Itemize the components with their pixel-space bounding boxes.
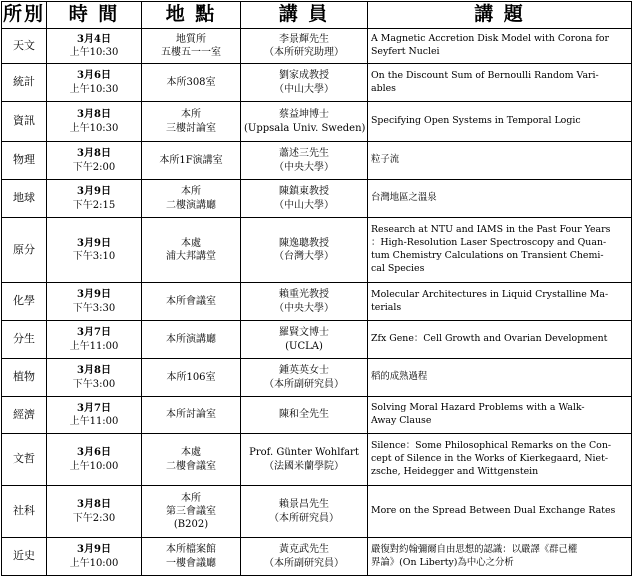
department-cell: 地球 [2, 180, 47, 218]
place-line: 本所 [181, 186, 201, 198]
talk-title-line: cal Species [371, 262, 425, 274]
speaker-line: 鍾英英女士 [279, 365, 329, 377]
datetime-cell [47, 64, 142, 102]
time-text: 上午11:00 [69, 340, 119, 352]
schedule-rows [2, 29, 632, 576]
place-cell [142, 538, 241, 576]
talk-title-cell [368, 180, 632, 218]
header-place: 地 點 [142, 2, 241, 29]
time-text: 下午2:00 [72, 161, 116, 173]
speaker-cell [241, 180, 368, 218]
speaker-cell [241, 142, 368, 180]
speaker-cell [241, 283, 368, 321]
place-line: 第三會議室 [166, 505, 216, 517]
schedule-row [2, 359, 632, 397]
place-cell [142, 180, 241, 218]
place-cell [142, 486, 241, 538]
talk-title-line: zsche, Heidegger and Wittgenstein [371, 465, 539, 477]
datetime-cell [47, 321, 142, 359]
time-text: 下午3:00 [72, 378, 116, 390]
schedule-row [2, 218, 632, 283]
speaker-cell [241, 218, 368, 283]
date-text: 3月9日 [77, 186, 111, 198]
date-text: 3月9日 [77, 289, 111, 301]
schedule-row [2, 64, 632, 102]
talk-title-cell [368, 321, 632, 359]
date-text: 3月8日 [77, 365, 111, 377]
place-line: 本所 [181, 109, 201, 121]
time-text: 下午2:15 [72, 199, 116, 211]
speaker-cell [241, 29, 368, 64]
talk-title-cell [368, 218, 632, 283]
time-text: 下午3:30 [72, 302, 116, 314]
schedule-row [2, 180, 632, 218]
talk-title-cell [368, 64, 632, 102]
speaker-line: (Uppsala Univ. Sweden) [244, 122, 366, 134]
header-row [2, 2, 632, 29]
speaker-cell [241, 397, 368, 434]
talk-title-line: Zfx Gene：Cell Growth and Ovarian Development [371, 333, 608, 345]
speaker-line: 陳逸聰教授 [279, 237, 329, 249]
talk-title-line: cept of Silence in the Works of Kierkegaard, Niet- [371, 453, 609, 465]
talk-title-line: tum Chemistry Calculations on Transient Chemi- [371, 250, 604, 261]
place-cell [142, 29, 241, 64]
date-text: 3月8日 [77, 109, 111, 121]
time-text: 下午3:10 [72, 251, 116, 262]
place-line: 本處 [181, 237, 201, 249]
department-cell: 分生 [2, 321, 47, 359]
talk-title-cell [368, 397, 632, 434]
talk-title-line: ables [371, 82, 396, 94]
datetime-cell [47, 180, 142, 218]
datetime-cell [47, 102, 142, 142]
speaker-line: 蔡益坤博士 [279, 109, 329, 121]
header-time: 時 間 [47, 2, 142, 29]
talk-title-line: Seyfert Nuclei [371, 46, 440, 57]
schedule-row [2, 397, 632, 434]
speaker-line: 羅賢文博士 [279, 327, 329, 339]
schedule-row [2, 486, 632, 538]
talk-title-cell [368, 283, 632, 321]
time-text: 上午10:00 [69, 460, 119, 472]
place-line: 地質所 [176, 33, 206, 45]
place-cell [142, 218, 241, 283]
department-cell: 經濟 [2, 397, 47, 434]
place-line: 本所演講廳 [166, 333, 216, 345]
datetime-cell [47, 218, 142, 283]
seminar-schedule-table [1, 1, 632, 576]
place-line: 本所檔案館 [166, 544, 216, 556]
place-cell [142, 102, 241, 142]
place-line: 本所106室 [166, 371, 216, 383]
place-cell [142, 397, 241, 434]
place-cell [142, 434, 241, 486]
datetime-cell [47, 486, 142, 538]
department-cell: 文哲 [2, 434, 47, 486]
schedule-row [2, 142, 632, 180]
speaker-line: （中央大學） [274, 161, 334, 173]
speaker-line: （法國米蘭學院） [264, 460, 344, 472]
talk-title-cell [368, 102, 632, 142]
department-cell: 原分 [2, 218, 47, 283]
talk-title-line: Molecular Architectures in Liquid Crystalline Ma- [371, 288, 609, 300]
talk-title-line: Away Clause [371, 415, 432, 426]
talk-title-cell [368, 434, 632, 486]
talk-title-line: 稻的成熟過程 [371, 371, 428, 383]
talk-title-cell [368, 359, 632, 397]
speaker-line: 陳鎮東教授 [279, 186, 329, 198]
place-line: 本所308室 [166, 76, 216, 88]
place-line: (B202) [173, 519, 209, 531]
department-cell: 近史 [2, 538, 47, 576]
talk-title-cell [368, 538, 632, 576]
header-title: 講 題 [368, 2, 632, 29]
schedule-row [2, 321, 632, 359]
speaker-line: （台灣大學） [274, 251, 334, 262]
place-line: 本所會議室 [166, 295, 216, 307]
time-text: 上午10:00 [69, 557, 119, 569]
place-line: 五樓五一一室 [161, 47, 221, 58]
speaker-line: （本所研究助理） [264, 47, 344, 58]
speaker-cell [241, 359, 368, 397]
department-cell: 物理 [2, 142, 47, 180]
place-line: 本所討論室 [166, 409, 216, 421]
speaker-cell [241, 321, 368, 359]
time-text: 上午10:30 [69, 83, 119, 95]
datetime-cell [47, 142, 142, 180]
date-text: 3月7日 [77, 402, 111, 414]
place-line: 三樓討論室 [166, 122, 216, 134]
datetime-cell [47, 397, 142, 434]
schedule-row [2, 434, 632, 486]
speaker-line: (UCLA) [285, 340, 323, 352]
department-cell: 化學 [2, 283, 47, 321]
place-line: 本所 [181, 492, 201, 504]
time-text: 上午10:30 [69, 122, 119, 134]
datetime-cell [47, 29, 142, 64]
date-text: 3月8日 [77, 148, 111, 160]
speaker-line: （本所研究員） [269, 512, 339, 524]
talk-title-line: 界論》(On Liberty)為中心之分析 [371, 556, 514, 568]
schedule-row [2, 29, 632, 64]
schedule-row [2, 283, 632, 321]
talk-title-cell [368, 486, 632, 538]
talk-title-line: Specifying Open Systems in Temporal Logic [371, 115, 581, 127]
speaker-cell [241, 486, 368, 538]
talk-title-line: More on the Spread Between Dual Exchange Rates [371, 505, 616, 517]
datetime-cell [47, 434, 142, 486]
date-text: 3月8日 [77, 499, 111, 511]
speaker-line: （本所副研究員） [264, 557, 344, 569]
schedule-row [2, 102, 632, 142]
speaker-line: （本所副研究員） [264, 378, 344, 390]
place-cell [142, 283, 241, 321]
place-cell [142, 359, 241, 397]
place-cell [142, 321, 241, 359]
talk-title-line: 台灣地區之溫泉 [371, 192, 437, 204]
speaker-cell [241, 538, 368, 576]
date-text: 3月9日 [77, 237, 111, 249]
speaker-line: 賴重光教授 [279, 289, 329, 301]
speaker-line: （中央大學） [274, 302, 334, 314]
place-line: 二樓會議室 [166, 460, 216, 472]
talk-title-cell [368, 29, 632, 64]
time-text: 上午10:30 [69, 47, 119, 58]
place-line: 一樓會議廳 [166, 557, 216, 569]
place-cell [142, 142, 241, 180]
date-text: 3月9日 [77, 544, 111, 556]
header-dept: 所別 [2, 2, 47, 29]
schedule-row [2, 538, 632, 576]
department-cell: 社科 [2, 486, 47, 538]
speaker-line: （中山大學） [274, 199, 334, 211]
speaker-line: 蕭述三先生 [279, 148, 329, 160]
talk-title-line: A Magnetic Accretion Disk Model with Corona for [371, 33, 609, 45]
date-text: 3月6日 [77, 447, 111, 459]
date-text: 3月4日 [77, 33, 111, 45]
speaker-line: （中山大學） [274, 83, 334, 95]
place-cell [142, 64, 241, 102]
speaker-cell [241, 102, 368, 142]
talk-title-line: 嚴復對約翰彌爾自由思想的認識：以嚴譯《群己權 [371, 543, 578, 555]
place-line: 本處 [181, 447, 201, 459]
datetime-cell [47, 538, 142, 576]
time-text: 上午11:00 [69, 416, 119, 427]
speaker-line: 黃克武先生 [279, 544, 329, 556]
speaker-cell [241, 434, 368, 486]
speaker-line: 李景輝先生 [279, 33, 329, 45]
date-text: 3月7日 [77, 327, 111, 339]
talk-title-line: Research at NTU and IAMS in the Past Four Years [371, 224, 611, 236]
department-cell: 植物 [2, 359, 47, 397]
speaker-cell [241, 64, 368, 102]
speaker-line: Prof. Günter Wohlfart [249, 447, 359, 459]
place-line: 浦大邦講堂 [166, 251, 216, 262]
talk-title-line: Silence：Some Philosophical Remarks on the Con- [371, 440, 612, 452]
datetime-cell [47, 283, 142, 321]
talk-title-line: Solving Moral Hazard Problems with a Walk- [371, 402, 585, 414]
department-cell: 統計 [2, 64, 47, 102]
speaker-line: 劉家成教授 [279, 70, 329, 82]
time-text: 下午2:30 [72, 512, 116, 524]
talk-title-line: 粒子流 [371, 154, 400, 166]
talk-title-line: ：High-Resolution Laser Spectroscopy and Quan- [371, 237, 607, 249]
speaker-line: 賴景昌先生 [279, 499, 329, 511]
header-speaker: 講 員 [241, 2, 368, 29]
datetime-cell [47, 359, 142, 397]
talk-title-line: terials [371, 301, 402, 313]
date-text: 3月6日 [77, 70, 111, 82]
talk-title-cell [368, 142, 632, 180]
place-line: 二樓演講廳 [166, 199, 216, 211]
department-cell: 天文 [2, 29, 47, 64]
talk-title-line: On the Discount Sum of Bernoulli Random Vari- [371, 69, 599, 81]
place-line: 本所1F演講室 [159, 154, 223, 166]
speaker-line: 陳和全先生 [279, 409, 329, 421]
department-cell: 資訊 [2, 102, 47, 142]
